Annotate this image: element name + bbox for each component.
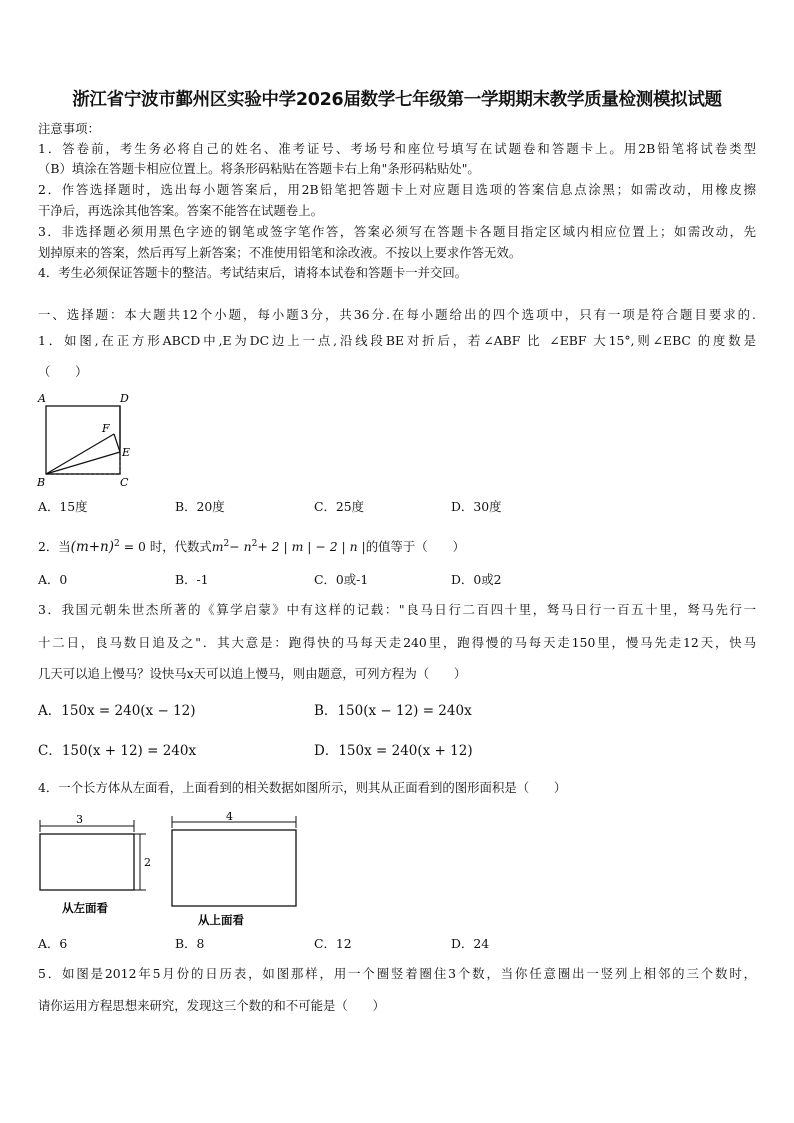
- notice-line: 4．考生必须保证答题卡的整洁。考试结束后，请将本试卷和答题卡一并交回。: [38, 265, 468, 280]
- q2-lead: 2．当: [38, 539, 71, 555]
- notice-line: 3．非选择题必须用黑色字迹的钢笔或签字笔作答，答案必须写在答题卡各题目指定区域内相应位置上；如需改动，先: [38, 224, 756, 239]
- q3-option-b: B．150(x − 12) = 240x: [314, 703, 472, 719]
- q4-option-a: A．6: [38, 936, 68, 951]
- label-e: E: [122, 446, 131, 459]
- notice-line: 划掉原来的答案，然后再写上新答案；不准使用铅笔和涂改液。不按以上要求作答无效。: [38, 245, 522, 260]
- square-abcd: [46, 406, 120, 474]
- q4-option-d: D．24: [451, 936, 490, 951]
- q2-expr-m: m: [211, 539, 224, 555]
- q3-option-a: A．150x = 240(x − 12): [38, 703, 196, 719]
- q2-option-c: C．0或-1: [314, 572, 369, 587]
- views-figure: [34, 812, 314, 930]
- question-3-line: 3．我国元朝朱世杰所著的《算学启蒙》中有这样的记载："良马日行二百四十里，驽马日行一百五十里，驽马先行一: [38, 602, 756, 617]
- left-view-width-label: 3: [76, 813, 83, 826]
- q2-option-d: D．0或2: [451, 572, 502, 587]
- page-title: 浙江省宁波市鄞州区实验中学2026届数学七年级第一学期期末教学质量检测模拟试题: [72, 90, 722, 110]
- segment-fe: [114, 434, 120, 452]
- left-view-height-label: 2: [144, 856, 151, 869]
- q2-sq-2: 2: [251, 539, 258, 549]
- top-view-width-label: 4: [226, 812, 233, 823]
- question-3-line: 十二日，良马数日追及之"．其大意是：跑得快的马每天走240里，跑得慢的马每天走150里，慢马先走12天，快马: [38, 635, 756, 650]
- label-f: F: [102, 422, 110, 435]
- top-view-caption: 从上面看: [198, 913, 244, 927]
- q2-expr-abs: + 2 | m | − 2 | n |: [257, 539, 366, 555]
- q2-expr-n: − n: [229, 539, 252, 555]
- q1-option-a: A．15度: [38, 499, 88, 514]
- segment-be: [46, 452, 120, 474]
- q2-option-a: A．0: [38, 572, 68, 587]
- top-view-rect: [172, 830, 296, 906]
- q1-option-b: B．20度: [175, 499, 225, 514]
- q1-option-c: C．25度: [314, 499, 365, 514]
- notice-heading: 注意事项：: [38, 121, 100, 136]
- q2-mid: = 0 时，代数式: [119, 539, 212, 555]
- q2-exponent: 2: [114, 539, 120, 549]
- question-1-paren: （ ）: [38, 364, 88, 379]
- question-4-stem: 4．一个长方体从左面看，上面看到的相关数据如图所示，则其从正面看到的图形面积是（ ）: [38, 780, 567, 795]
- question-1-stem: 1．如图,在正方形ABCD中,E为DC边上一点,沿线段BE对折后，若∠ABF 比 ∠EBF 大15°,则∠EBC 的度数是: [38, 333, 756, 348]
- q2-tail: 的值等于（ ）: [365, 539, 465, 555]
- question-5-line: 请你运用方程思想来研究，发现这三个数的和不可能是（ ）: [38, 998, 385, 1013]
- label-c: C: [120, 476, 129, 489]
- notice-line: （B）填涂在答题卡相应位置上。将条形码粘贴在答题卡右上角"条形码粘贴处"。: [38, 161, 480, 176]
- label-b: B: [37, 476, 46, 489]
- notice-line: 干净后，再选涂其他答案。答案不能答在试题卷上。: [38, 203, 323, 218]
- q4-option-c: C．12: [314, 936, 352, 951]
- q2-sq-1: 2: [223, 539, 230, 549]
- question-2-stem: [38, 536, 465, 555]
- notice-line: 1．答卷前，考生务必将自己的姓名、准考证号、考场号和座位号填写在试题卷和答题卡上。用2B铅笔将试卷类型: [38, 141, 756, 156]
- notice-line: 2．作答选择题时，选出每小题答案后，用2B铅笔把答题卡上对应题目选项的答案信息点涂黑；如需改动，用橡皮擦: [38, 182, 756, 197]
- section-heading: 一、选择题：本大题共12个小题，每小题3分，共36分.在每小题给出的四个选项中，只有一项是符合题目要求的.: [38, 307, 756, 322]
- question-3-line: 几天可以追上慢马？设快马x天可以追上慢马，则由题意，可列方程为（ ）: [38, 666, 467, 681]
- q3-option-d: D．150x = 240(x + 12): [314, 743, 473, 759]
- label-d: D: [120, 392, 129, 405]
- label-a: A: [38, 392, 46, 405]
- square-figure: [34, 388, 144, 492]
- question-5-line: 5．如图是2012年5月份的日历表，如图那样，用一个圈竖着圈住3个数，当你任意圈出一竖列上相邻的三个数时，: [38, 966, 756, 981]
- segment-bf: [46, 434, 114, 474]
- q3-option-c: C．150(x + 12) = 240x: [38, 743, 197, 759]
- left-view-rect: [40, 834, 134, 890]
- left-view-caption: 从左面看: [62, 901, 108, 915]
- q2-option-b: B．-1: [175, 572, 209, 587]
- q1-option-d: D．30度: [451, 499, 502, 514]
- q2-expr-1: (m+n): [70, 539, 115, 556]
- q4-option-b: B．8: [175, 936, 205, 951]
